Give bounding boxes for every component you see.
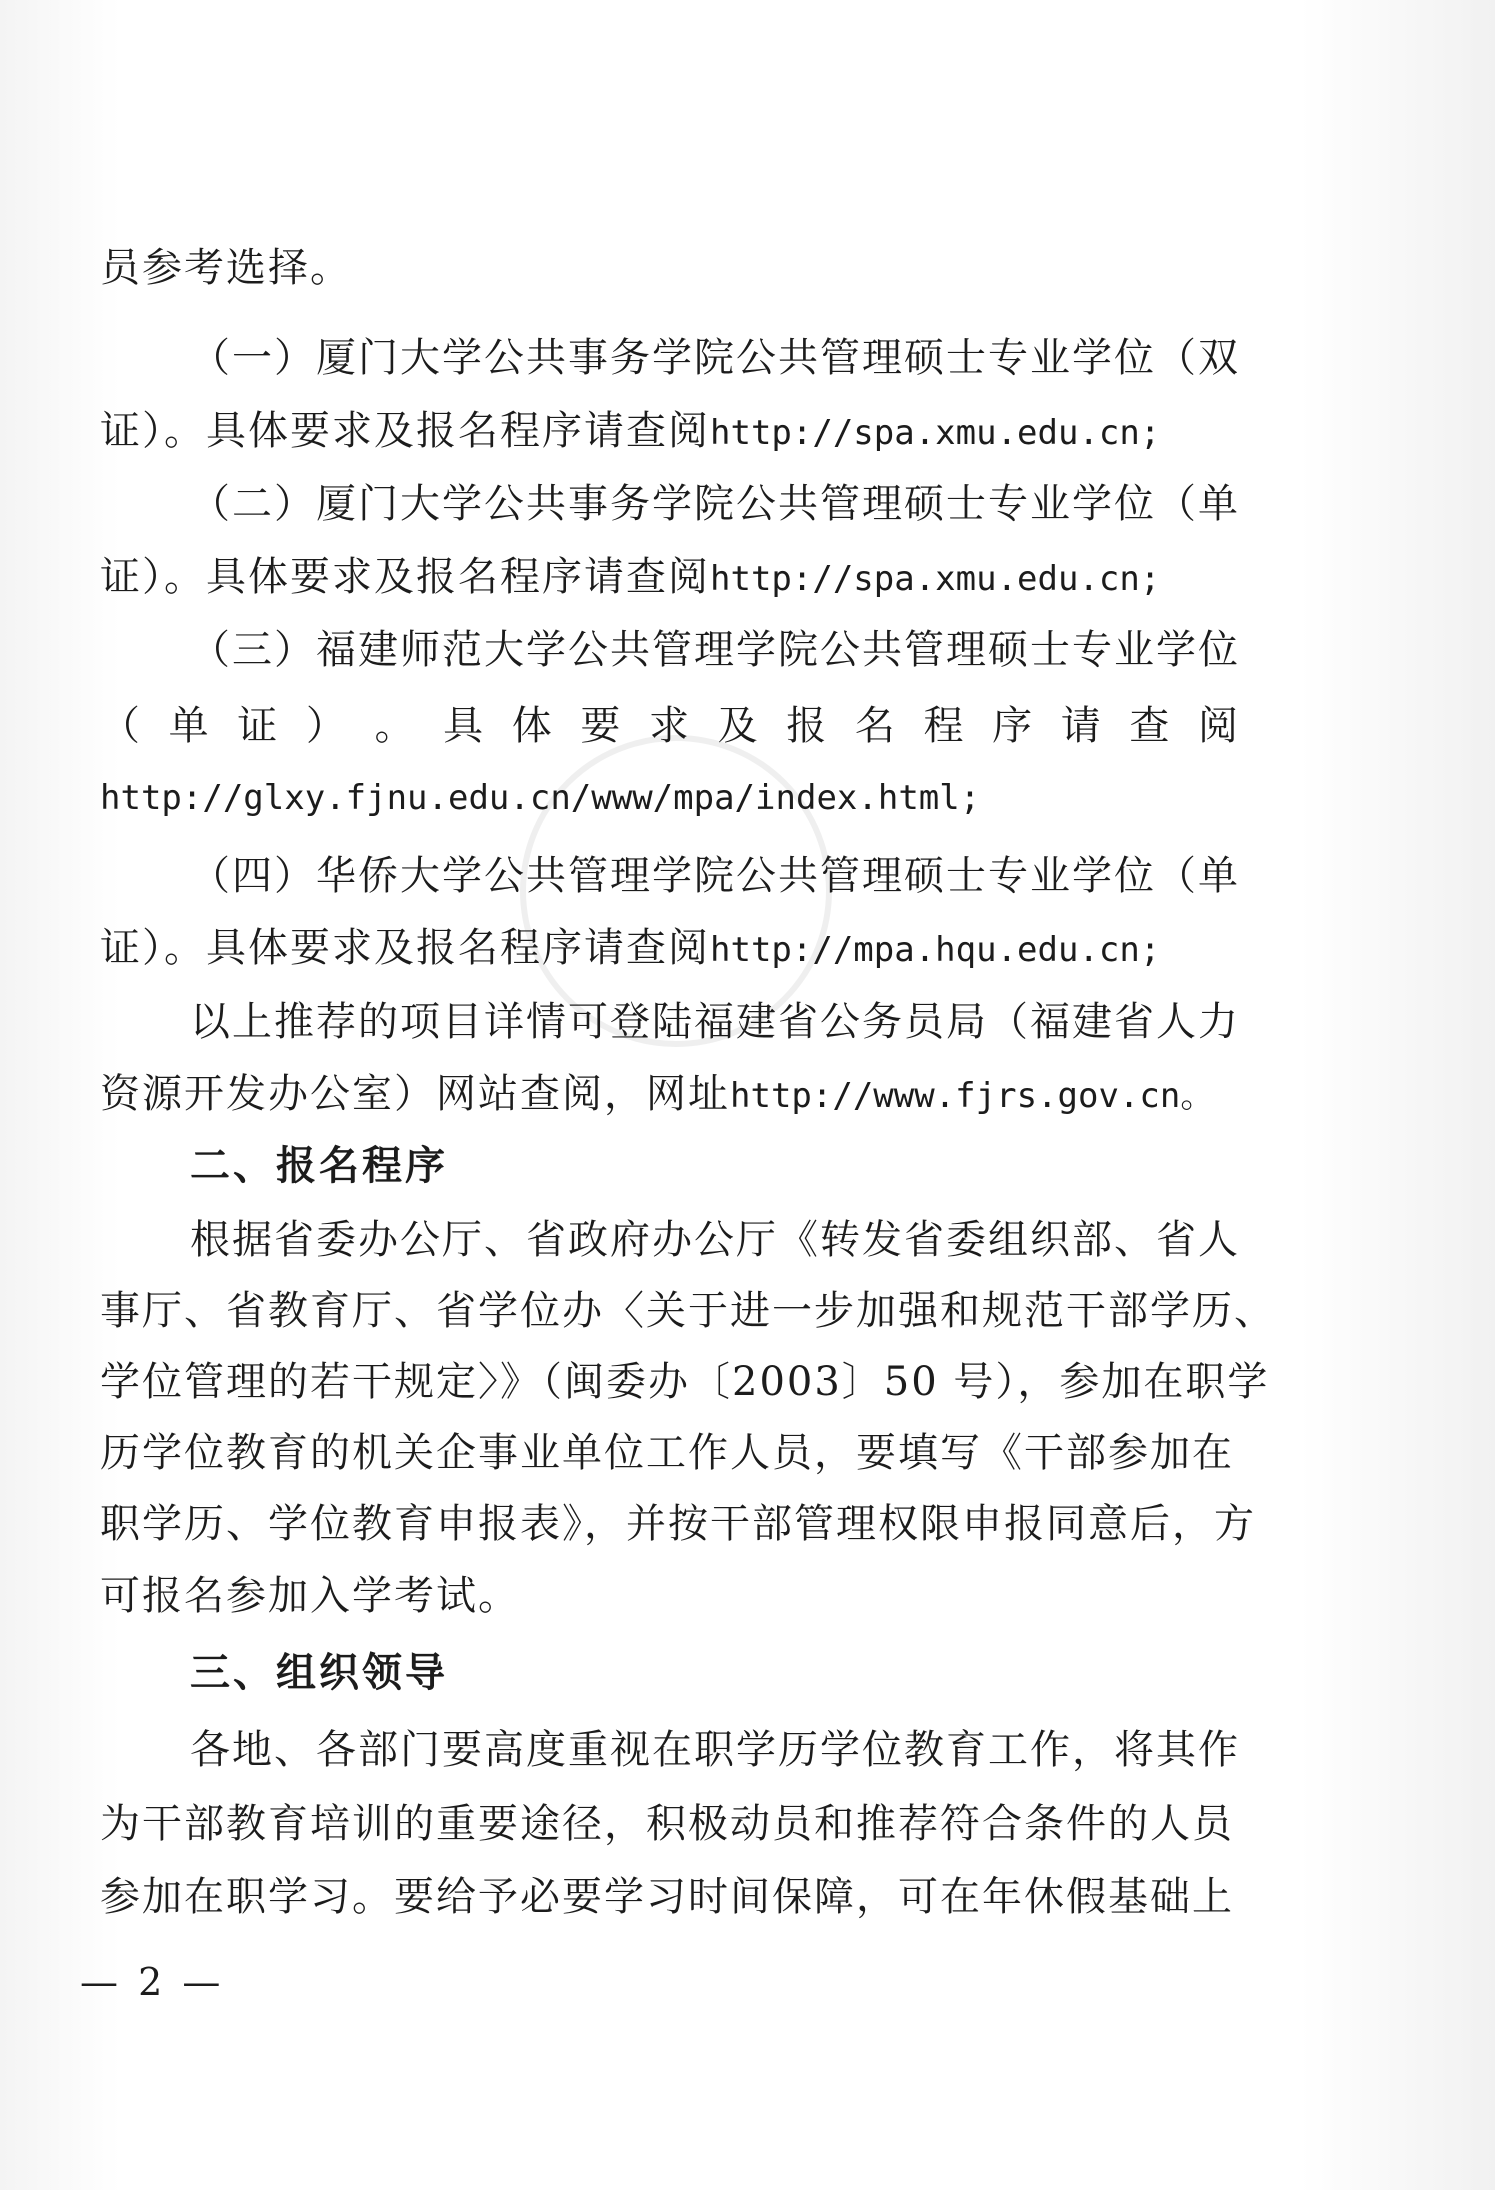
page-number: — 2 — [80, 1960, 225, 2004]
paragraph-line [190, 476, 1240, 532]
summary-url[interactable]: http://www.fjrs.gov.cn。 [730, 1076, 1215, 1116]
spread-char: 查 [1129, 703, 1172, 749]
summary-continued: 资源开发办公室）网站查阅，网址 [100, 1071, 730, 1117]
spread-char: 要 [580, 703, 623, 749]
spread-char: 名 [854, 703, 897, 749]
paragraph-line: 职学历、学位教育申报表》，并按干部管理权限申报同意后，方 [100, 1501, 1256, 1547]
item-2-url[interactable]: http://spa.xmu.edu.cn; [710, 559, 1161, 599]
paragraph-line: 各地、各部门要高度重视在职学历学位教育工作，将其作 [190, 1727, 1240, 1773]
spread-char: （ [100, 703, 142, 749]
spread-char: 体 [511, 703, 554, 749]
summary-text: 以上推荐的项目详情可登陆福建省公务员局（福建省人力 [190, 999, 1240, 1045]
section-heading-leadership: 三、组织领导 [190, 1650, 448, 1696]
spread-char: 程 [923, 703, 966, 749]
item-2-requirements: 证）。具体要求及报名程序请查阅 [100, 554, 710, 600]
spread-char: 。 [374, 703, 417, 749]
spread-char: 具 [443, 703, 486, 749]
paragraph-line: 根据省委办公厅、省政府办公厅《转发省委组织部、省人 [190, 1217, 1240, 1263]
item-4-url[interactable]: http://mpa.hqu.edu.cn; [710, 930, 1161, 970]
paragraph-line [100, 768, 1240, 826]
paragraph-line: 参加在职学习。要给予必要学习时间保障，可在年休假基础上 [100, 1874, 1234, 1920]
paragraph-line [190, 622, 1240, 678]
spread-char: ） [305, 703, 348, 749]
item-1-requirements: 证）。具体要求及报名程序请查阅 [100, 408, 710, 454]
item-4-text: （四）华侨大学公共管理学院公共管理硕士专业学位（单 [190, 853, 1240, 899]
paragraph-line [100, 403, 1240, 461]
paragraph-line: 事厅、省教育厅、省学位办〈关于进一步加强和规范干部学历、 [100, 1288, 1276, 1334]
paragraph-line [190, 330, 1240, 386]
paragraph-line: 员参考选择。 [100, 245, 352, 291]
spread-char: 及 [717, 703, 760, 749]
item-1-text: （一）厦门大学公共事务学院公共管理硕士专业学位（双 [190, 335, 1240, 381]
paragraph-line: 历学位教育的机关企事业单位工作人员，要填写《干部参加在 [100, 1430, 1234, 1476]
paragraph-line [190, 848, 1240, 904]
section-heading-registration: 二、报名程序 [190, 1143, 448, 1189]
paragraph-line: 学位管理的若干规定〉》（闽委办〔2003〕50 号），参加在职学 [100, 1359, 1270, 1405]
item-1-url[interactable]: http://spa.xmu.edu.cn; [710, 413, 1161, 453]
item-3-text: （三）福建师范大学公共管理学院公共管理硕士专业学位 [190, 627, 1240, 673]
spread-char: 报 [786, 703, 829, 749]
spread-char: 序 [992, 703, 1035, 749]
item-3-url[interactable]: http://glxy.fjnu.edu.cn/www/mpa/index.html; [100, 778, 981, 818]
paragraph-line [100, 1066, 1240, 1124]
paragraph-line: 可报名参加入学考试。 [100, 1573, 520, 1619]
paragraph-line: 为干部教育培训的重要途径，积极动员和推荐符合条件的人员 [100, 1801, 1234, 1847]
item-3-requirements-spread [100, 698, 1240, 754]
spread-char: 求 [649, 703, 691, 749]
item-4-requirements: 证）。具体要求及报名程序请查阅 [100, 925, 710, 971]
spread-char: 请 [1060, 703, 1103, 749]
spread-char: 阅 [1198, 703, 1240, 749]
spread-char: 证 [237, 703, 280, 749]
paragraph-line [100, 920, 1240, 978]
spread-char: 单 [168, 703, 211, 749]
item-2-text: （二）厦门大学公共事务学院公共管理硕士专业学位（单 [190, 481, 1240, 527]
paragraph-line [100, 549, 1240, 607]
paragraph-line [190, 994, 1240, 1050]
